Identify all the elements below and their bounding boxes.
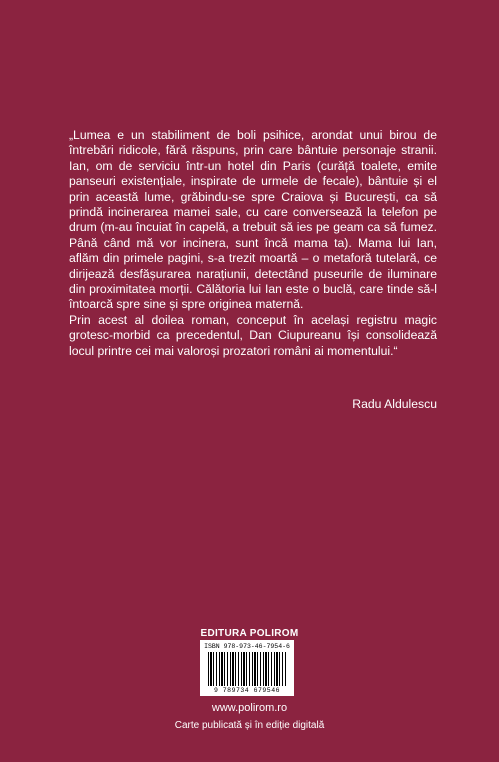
isbn-barcode (200, 640, 294, 696)
quote-paragraph-1: „Lumea e un stabiliment de boli psihice, arondat unui birou de întrebări ridicole, fără răspuns, prin care bântuie personaje stranii. Ian, om de serviciu într-un hotel din Paris (curăță toalete, emite panseuri existențiale, inspirate de urmele de fecale), bântuie și el prin această lume, grăbindu-se spre Craiova și București, ca să prindă incinerarea mamei sale, cu care conversează la telefon pe drum (m-au încuiat în capelă, a trebuit să ies pe geam ca să fumez. Până când mă vor incinera, sunt încă mama ta). Mama lui Ian, aflăm din primele pagini, s-a trezit moartă – o metaforă tutelară, ce dirijează desfășurarea narațiunii, detectând puseurile de iluminare din proximitatea morții. Călătoria lui Ian este o buclă, care tinde să-l întoarcă spre sine și spre originea maternă. (69, 128, 437, 312)
digital-edition-note: Carte publicată și în ediție digitală (174, 720, 325, 731)
publisher-name: EDITURA POLIROM (200, 628, 299, 639)
isbn-number: ISBN 978-973-46-7954-6 (204, 643, 290, 650)
quote-paragraph-2: Prin acest al doilea roman, conceput în același registru magic grotesc-morbid ca precedentul, Dan Ciupureanu își consolidează locul printre cei mai valoroși prozatori români ai momentului.“ (69, 312, 437, 358)
quote-text (69, 128, 437, 359)
barcode-digits: 9 789734 679546 (213, 687, 280, 694)
quote-author: Radu Aldulescu (352, 397, 437, 411)
publisher-website: www.polirom.ro (211, 702, 288, 714)
barcode-bars (208, 652, 286, 686)
